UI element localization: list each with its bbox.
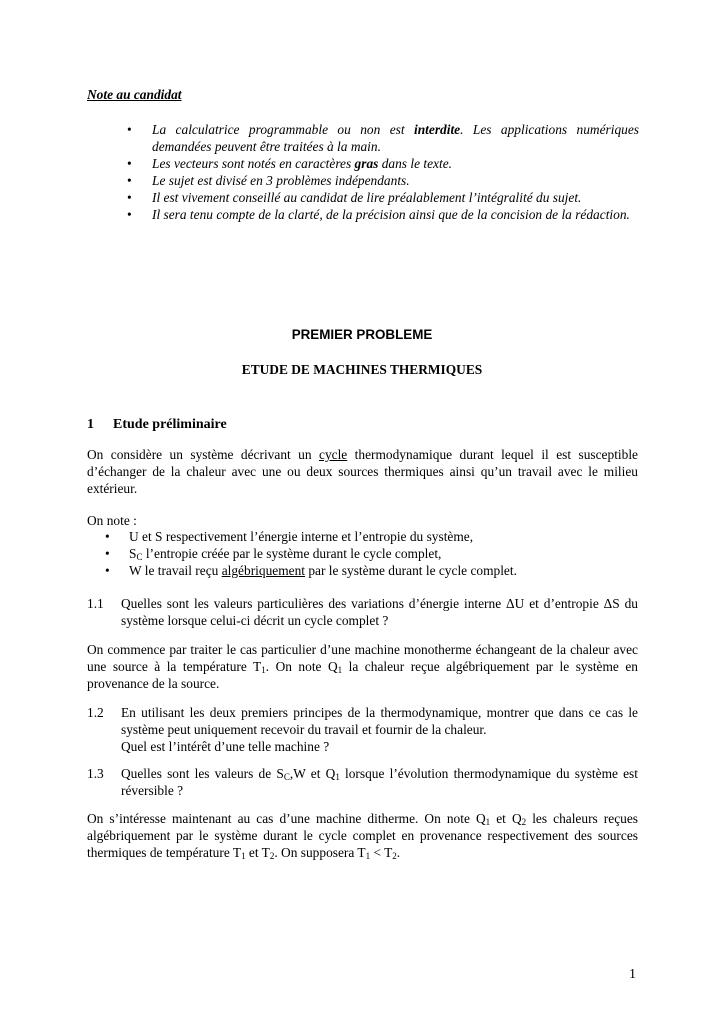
question-text-2: Quel est l’intérêt d’une telle machine ? bbox=[121, 739, 330, 754]
instruction-item: • La calculatrice programmable ou non est interdite. Les applications numériques demandées peuvent être traitées à la main. bbox=[127, 121, 639, 155]
question-1-3 bbox=[87, 765, 638, 799]
problem-title: PREMIER PROBLEME bbox=[291, 327, 433, 342]
instruction-item: • Il sera tenu compte de la clarté, de la précision ainsi que de la concision de la rédaction. bbox=[127, 206, 639, 223]
page-number: 1 bbox=[629, 967, 636, 982]
section-title: Etude préliminaire bbox=[113, 417, 227, 432]
question-text: Quelles sont les valeurs de $S_C,W$ et $Q_1$ lorsque l’évolution thermodynamique du système est réversible ? bbox=[121, 766, 638, 798]
question-number: 1.3 bbox=[87, 766, 104, 781]
problem-subtitle: ETUDE DE MACHINES THERMIQUES bbox=[241, 362, 483, 377]
section-number: 1 bbox=[87, 417, 94, 432]
question-text: Quelles sont les valeurs particulières des variations d’énergie interne ΔU et d’entropie ΔS du système lorsque celui-ci décrit un cycle complet ? bbox=[121, 596, 638, 628]
section-heading bbox=[87, 416, 227, 433]
definition-item: • U et S respectivement l’énergie interne et l’entropie du système, bbox=[105, 528, 638, 545]
definition-item: • $S_C$ l’entropie créée par le système durant le cycle complet, bbox=[105, 545, 638, 562]
ditherme-paragraph: On s’intéresse maintenant au cas d’une machine ditherme. On note $Q_1$ et $Q_2$ les chaleurs reçues algébriquement par le système durant le cycle complet en provenance respectivement des sources thermiques de température $T_1$ et $T_2$. On supposera $T_1 < T_2$. bbox=[87, 811, 639, 861]
instructions-list bbox=[127, 121, 639, 223]
instruction-item: • Il est vivement conseillé au candidat de lire préalablement l’intégralité du sujet. bbox=[127, 189, 639, 206]
definition-item: • W le travail reçu algébriquement par le système durant le cycle complet. bbox=[105, 562, 638, 579]
intro-paragraph: On considère un système décrivant un cycle thermodynamique durant lequel il est susceptible d’échanger de la chaleur avec une ou deux sources thermiques ainsi qu’un travail avec le milieu extérieur. bbox=[87, 447, 638, 496]
instruction-item: • Le sujet est divisé en 3 problèmes indépendants. bbox=[127, 172, 639, 189]
on-note-label: On note : bbox=[87, 513, 137, 528]
monotherme-paragraph: On commence par traiter le cas particulier d’une machine monotherme échangeant de la chaleur avec une source à la température $T_1$. On note $Q_1$ la chaleur reçue algébriquement par le système en provenance de la source. bbox=[87, 642, 638, 691]
instruction-item: • Les vecteurs sont notés en caractères gras dans le texte. bbox=[127, 155, 639, 172]
question-1-1 bbox=[87, 595, 638, 629]
note-title: Note au candidat bbox=[87, 87, 182, 102]
question-number: 1.1 bbox=[87, 596, 104, 611]
definitions-list bbox=[105, 528, 638, 579]
question-text: En utilisant les deux premiers principes de la thermodynamique, montrer que dans ce cas le système peut uniquement recevoir du travail et fournir de la chaleur. bbox=[121, 705, 638, 737]
question-number: 1.2 bbox=[87, 705, 104, 720]
question-1-2 bbox=[87, 704, 638, 755]
